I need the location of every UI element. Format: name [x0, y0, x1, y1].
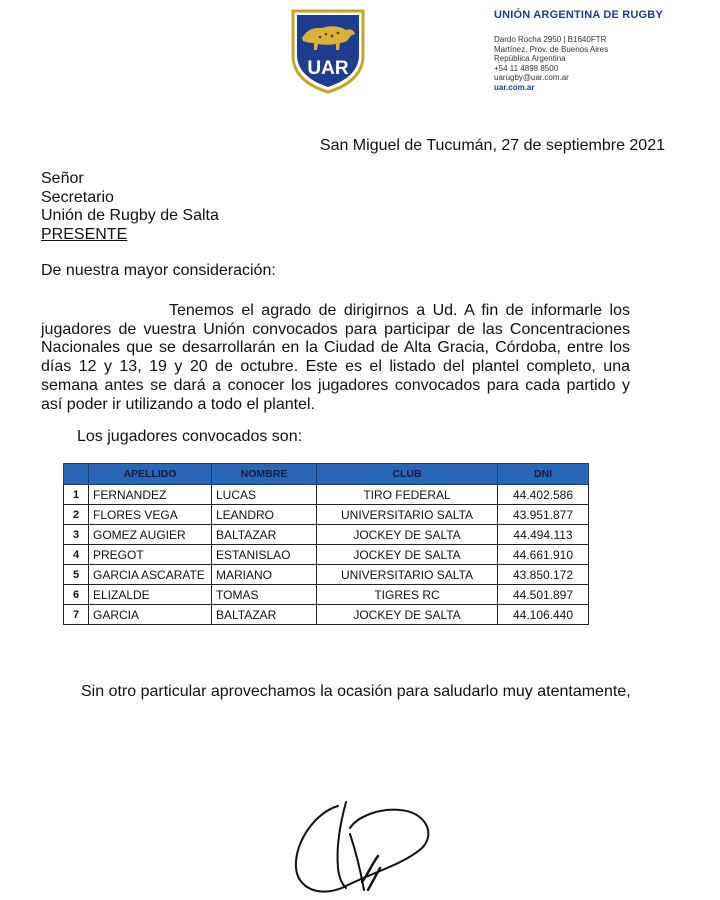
logo-text: UAR — [307, 58, 349, 79]
table-row — [64, 525, 589, 545]
email-line[interactable]: uarugby@uar.com.ar — [494, 73, 569, 83]
table-row — [64, 605, 589, 625]
cell-club: JOCKEY DE SALTA — [317, 545, 498, 565]
cell-dni: 43.951.877 — [498, 505, 589, 525]
cell-dni: 44.661.910 — [498, 545, 589, 565]
cell-apellido: GOMEZ AUGIER — [89, 525, 212, 545]
website-link[interactable]: uar.com.ar — [494, 82, 535, 92]
table-row — [64, 585, 589, 605]
row-number: 3 — [64, 525, 89, 545]
cell-dni: 44.494.113 — [498, 525, 589, 545]
cell-nombre: BALTAZAR — [212, 605, 317, 625]
cell-nombre: ESTANISLAO — [212, 545, 317, 565]
cell-nombre: MARIANO — [212, 565, 317, 585]
presente-label: PRESENTE — [41, 225, 128, 243]
date-line: San Miguel de Tucumán, 27 de septiembre 2021 — [319, 137, 665, 154]
row-number: 4 — [64, 545, 89, 565]
cell-apellido: FERNANDEZ — [89, 485, 212, 505]
address-line: República Argentina — [494, 54, 566, 64]
cell-apellido: ELIZALDE — [89, 585, 212, 605]
recipient-title: Señor — [41, 170, 84, 187]
cell-dni: 43.850.172 — [498, 565, 589, 585]
recipient-organization: Unión de Rugby de Salta — [41, 207, 219, 224]
recipient-block — [41, 170, 219, 244]
cell-club: UNIVERSITARIO SALTA — [317, 505, 498, 525]
address-line: Dardo Rocha 2950 | B1640FTR — [494, 35, 607, 44]
address-line: Martínez, Prov. de Buenos Aires — [494, 44, 609, 54]
cell-club: JOCKEY DE SALTA — [317, 605, 498, 625]
table-row — [64, 545, 589, 565]
cell-club: TIGRES RC — [317, 585, 498, 605]
players-table — [63, 463, 589, 625]
header-club: CLUB — [317, 464, 498, 485]
cell-dni: 44.402.586 — [498, 485, 589, 505]
cell-apellido: GARCIA — [89, 605, 212, 625]
row-number: 6 — [64, 585, 89, 605]
header-dni: DNI — [498, 464, 589, 485]
cell-nombre: TOMAS — [212, 585, 317, 605]
header-apellido: APELLIDO — [89, 464, 212, 485]
recipient-role: Secretario — [41, 188, 114, 206]
cell-apellido: PREGOT — [89, 545, 212, 565]
cell-nombre: LEANDRO — [212, 505, 317, 525]
closing-paragraph: Sin otro particular aprovechamos la ocasión para saludarlo muy atentamente, — [81, 683, 631, 700]
row-number: 1 — [64, 485, 89, 505]
cell-apellido: GARCIA ASCARATE — [89, 565, 212, 585]
table-row — [64, 505, 589, 525]
uar-logo — [290, 8, 366, 94]
organization-name: UNIÓN ARGENTINA DE RUGBY — [494, 9, 663, 21]
cell-club: JOCKEY DE SALTA — [317, 525, 498, 545]
header-nombre: NOMBRE — [212, 464, 317, 485]
cell-club: TIRO FEDERAL — [317, 485, 498, 505]
table-header-row — [64, 464, 589, 485]
greeting: De nuestra mayor consideración: — [41, 262, 276, 279]
row-number: 5 — [64, 565, 89, 585]
cell-dni: 44.106.440 — [498, 605, 589, 625]
cell-dni: 44.501.897 — [498, 585, 589, 605]
body-paragraph: Tenemos el agrado de dirigirnos a Ud. A fin de informarle los jugadores de vuestra Unión convocados para participar de las Concentraciones Nacionales que se desarrollarán en la Ciudad de Alta Gracia, Córdoba, entre los días 12 y 13, 19 y 20 de octubre. Este es el listado del plantel completo, una semana antes se dará a conocer los jugadores convocados para cada partido y así poder ir utilizando a todo el plantel. — [41, 302, 630, 413]
cell-nombre: BALTAZAR — [212, 525, 317, 545]
row-number: 2 — [64, 505, 89, 525]
cell-apellido: FLORES VEGA — [89, 505, 212, 525]
phone-line: +54 11 4898 8500 — [494, 63, 559, 73]
header-number — [64, 464, 89, 485]
row-number: 7 — [64, 605, 89, 625]
cell-nombre: LUCAS — [212, 485, 317, 505]
signature-image — [276, 798, 436, 900]
table-row — [64, 485, 589, 505]
organization-block — [494, 9, 714, 93]
list-intro: Los jugadores convocados son: — [77, 428, 303, 445]
cell-club: UNIVERSITARIO SALTA — [317, 565, 498, 585]
table-row — [64, 565, 589, 585]
